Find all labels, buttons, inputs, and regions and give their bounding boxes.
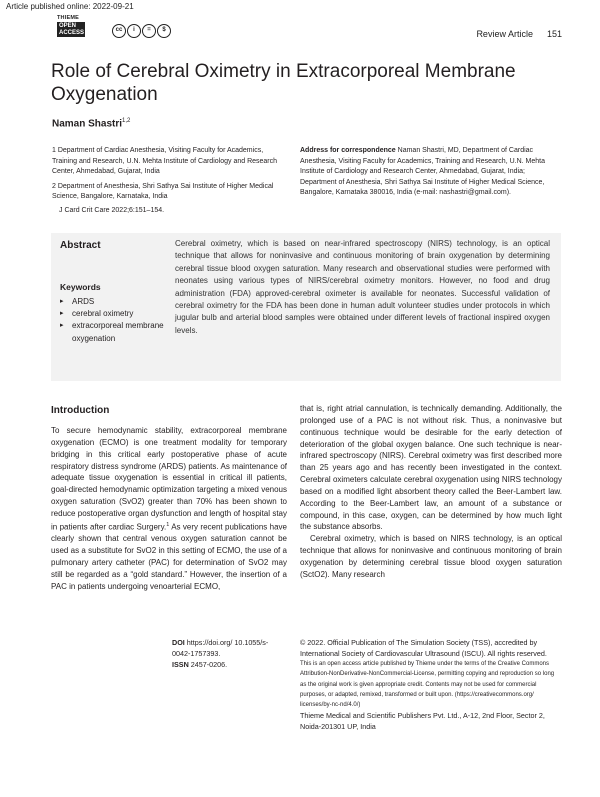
reference-marker: 1: [166, 521, 170, 528]
logo-open-text: OPEN: [59, 23, 77, 29]
author: [52, 118, 130, 129]
section-label: Review Article: [476, 29, 533, 39]
citation: J Card Crit Care 2022;6:151–154.: [59, 207, 165, 214]
license-text: This is an open access article published by Thieme under the terms of the Creative Commons Attribution-NonDerivative-NonCommercial-License, permitting copying and reproduction so long as the original work is given appropriate credit. Contents may not be used for commercial purposes, or adapted, remixed, transformed or built upon. (https://creativecommons.org/ licenses/by-nc-nd/4.0/): [300, 661, 555, 709]
intro-paragraph-1: [51, 425, 287, 592]
logo-thieme-text: THIEME: [57, 15, 79, 21]
abstract-text: Cerebral oximetry, which is based on near-infrared spectroscopy (NIRS) technology, is an optical technique that allows for noninvasive and continuous monitoring of brain oxygenation by determining cerebral tissue blood oxygen saturation. Many research and observational studies were performed with neonates using various types of NIRS/cerebral oximetry monitors. However, no food and drug administration (FDA) approved-cerebral oximeter is available for neonates. Successful validation of cerebral oximetry for the FDA has been done in human adult volunteer studies under protocols in which jugular bulb and arterial blood samples were obtained under different levels of fractional inspired oxygen levels.: [175, 239, 550, 335]
copyright-block: [300, 637, 562, 732]
doi-block: [172, 637, 282, 670]
cc-icon: cc: [112, 24, 126, 38]
intro-paragraph-3: Cerebral oximetry, which is based on NIRS technology, is an optical technique that allows for noninvasive and continuous monitoring of brain oxygenation by determining cerebral tissue blood oxygen saturation (SctO2). Many research: [300, 534, 562, 579]
issn-value: 2457-0206.: [190, 660, 228, 669]
by-icon: i: [127, 24, 141, 38]
nc-icon: $: [157, 24, 171, 38]
correspondence-label: Address for correspondence: [300, 147, 396, 154]
introduction-heading: Introduction: [51, 405, 110, 416]
keyword-item: ▸ ARDS: [60, 296, 172, 308]
affiliations: [52, 146, 280, 207]
thieme-open-access-logo: [57, 15, 85, 45]
doi-value: https://doi.org/ 10.1055/s-0042-1757393.: [172, 638, 269, 658]
body-column-left: [51, 425, 287, 592]
issn-label: ISSN: [172, 660, 189, 669]
author-affiliation-marks: 1,2: [122, 118, 131, 124]
page-number: 151: [546, 29, 562, 39]
copyright-text: © 2022. Official Publication of The Simulation Society (TSS), accredited by International Society of Cardiovascular Ultrasound (ISCU). All rights reserved.: [300, 638, 547, 658]
author-name: Naman Shastri: [52, 118, 123, 130]
intro-text-1-cont: As very recent publications have clearly shown that central venous oxygen saturation cannot be used as a substitute for SvO2 in this setting of ECMO, the use of a pulmonary artery catheter (PAC) for determination of SvO2 may still be regarded as a “gold standard.” However, the insertion of a PAC in patients undergoing venoarterial ECMO,: [51, 522, 287, 591]
correspondence-text: Naman Shastri, MD, Department of Cardiac Anesthesia, Visiting Faculty for Academics, Training and Research, U.N. Mehta Institute of Cardiology and Research Center, Ahmedabad, Gujarat, India; Department of Anesthesia, Shri Sathya Sai Institute of Higher Medical Science, Bangalore, Karnataka 380016, India (e-mail: nashastri@gmail.com).: [300, 147, 545, 196]
publication-info: Article published online: 2022-09-21: [6, 2, 134, 11]
article-title: Role of Cerebral Oximetry in Extracorporeal Membrane Oxygenation: [51, 61, 516, 105]
creative-commons-icons: [112, 24, 171, 39]
keyword-item: ▸ cerebral oximetry: [60, 308, 172, 320]
doi-label: DOI: [172, 638, 185, 647]
abstract-heading: Abstract: [60, 240, 101, 251]
keywords-heading: Keywords: [60, 282, 101, 292]
keyword-item: ▸ extracorporeal membrane oxygenation: [60, 320, 172, 344]
affiliation-2: 2 Department of Anesthesia, Shri Sathya Sai Institute of Higher Medical Science, Bangalore, Karnataka, India: [52, 182, 274, 200]
running-header: [476, 29, 562, 39]
intro-paragraph-2: that is, right atrial cannulation, is technically demanding. Additionally, the prolonged use of a PAC is not without risk. Thus, a noninvasive but continuous technique would be desirable for the early detection of deterioration of the global oxygen balance. One such technique is near-infrared spectroscopy (NIRS). Cerebral oximetry was first described more than 25 years ago and has recently been investigated in the context. Cerebral oximeters calculate cerebral oxygenation using NIRS technology based on a modified light absorbent theory called the Beer-Lambert law. According to the Beer-Lambert law, an amount of a substance or compound, in this case, oxygen, can be determined by how much light the substance absorbs.: [300, 404, 562, 532]
logo-open-access-badge: [57, 22, 85, 37]
body-column-right: [300, 403, 562, 581]
keywords-list: [60, 296, 172, 345]
doi-line: [172, 637, 282, 659]
nd-icon: =: [142, 24, 156, 38]
affiliation-1: 1 Department of Cardiac Anesthesia, Visiting Faculty for Academics, Training and Research, U.N. Mehta Institute of Cardiology and Research Center, Ahmedabad, Gujarat, India: [52, 147, 278, 175]
issn-line: [172, 659, 282, 670]
intro-text-1: To secure hemodynamic stability, extracorporeal membrane oxygenation (ECMO) is one treatment modality for temporary bridging in this critical early postoperative phase of acute respiratory distress syndrome (ARDS) patients. As maintenance of adequate tissue oxygenation is essential in critical ill patients, goal-directed hemodynamic optimization targeting a mixed venous oxygen saturation (SvO2) greater than 70% has been shown to reduce postoperative organ dysfunction and length of hospital stay in patients after cardiac Surgery.: [51, 426, 287, 532]
correspondence: [300, 146, 562, 199]
logo-access-text: ACCESS: [59, 29, 85, 36]
publisher-text: Thieme Medical and Scientific Publishers Pvt. Ltd., A-12, 2nd Floor, Sector 2, Noida-201301 UP, India: [300, 711, 545, 732]
